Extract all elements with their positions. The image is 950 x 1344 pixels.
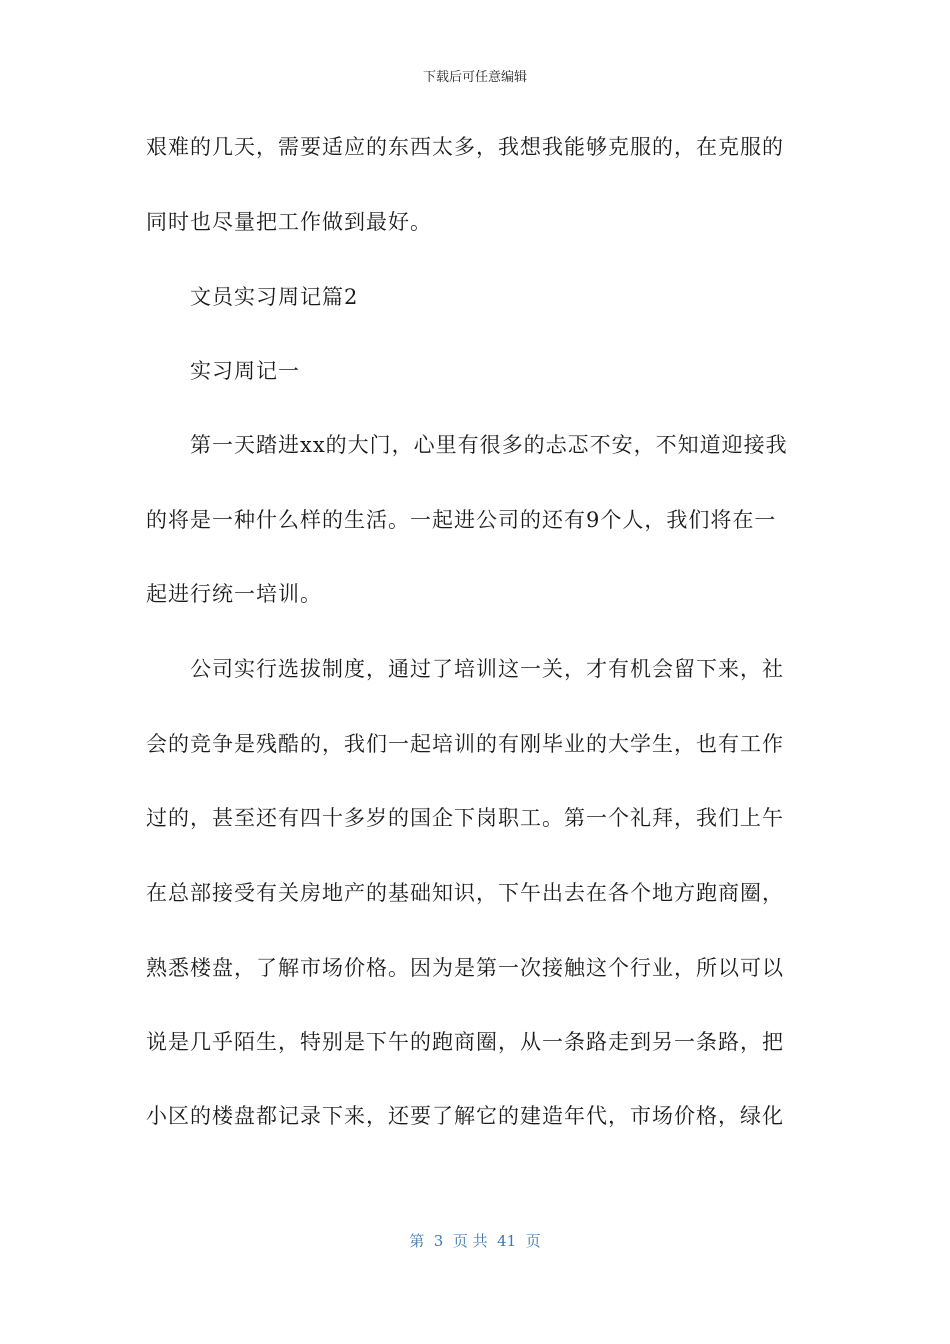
body-line: 小区的楼盘都记录下来，还要了解它的建造年代，市场价格，绿化 [146,1104,784,1128]
body-line: 会的竞争是残酷的，我们一起培训的有刚毕业的大学生，也有工作 [146,732,784,756]
body-line: 说是几乎陌生，特别是下午的跑商圈，从一条路走到另一条路，把 [146,1030,784,1054]
page-footer: 第 3 页 共 41 页 [409,1232,541,1250]
subsection-title: 实习周记一 [190,359,300,383]
body-line: 公司实行选拔制度，通过了培训这一关，才有机会留下来，社 [190,657,784,681]
body-line: 艰难的几天，需要适应的东西太多，我想我能够克服的，在克服的 [146,135,784,159]
section-title: 文员实习周记篇2 [190,285,359,309]
body-line: 在总部接受有关房地产的基础知识，下午出去在各个地方跑商圈， [146,881,784,905]
body-line: 同时也尽量把工作做到最好。 [146,210,432,234]
body-line: 起进行统一培训。 [146,582,322,606]
page-header: 下载后可任意编辑 [422,70,527,85]
body-line: 熟悉楼盘，了解市场价格。因为是第一次接触这个行业，所以可以 [146,956,784,980]
body-line: 过的，甚至还有四十多岁的国企下岗职工。第一个礼拜，我们上午 [146,806,784,830]
body-line: 第一天踏进xx的大门，心里有很多的忐忑不安，不知道迎接我 [190,433,788,457]
body-line: 的将是一种什么样的生活。一起进公司的还有9个人，我们将在一 [146,508,777,532]
